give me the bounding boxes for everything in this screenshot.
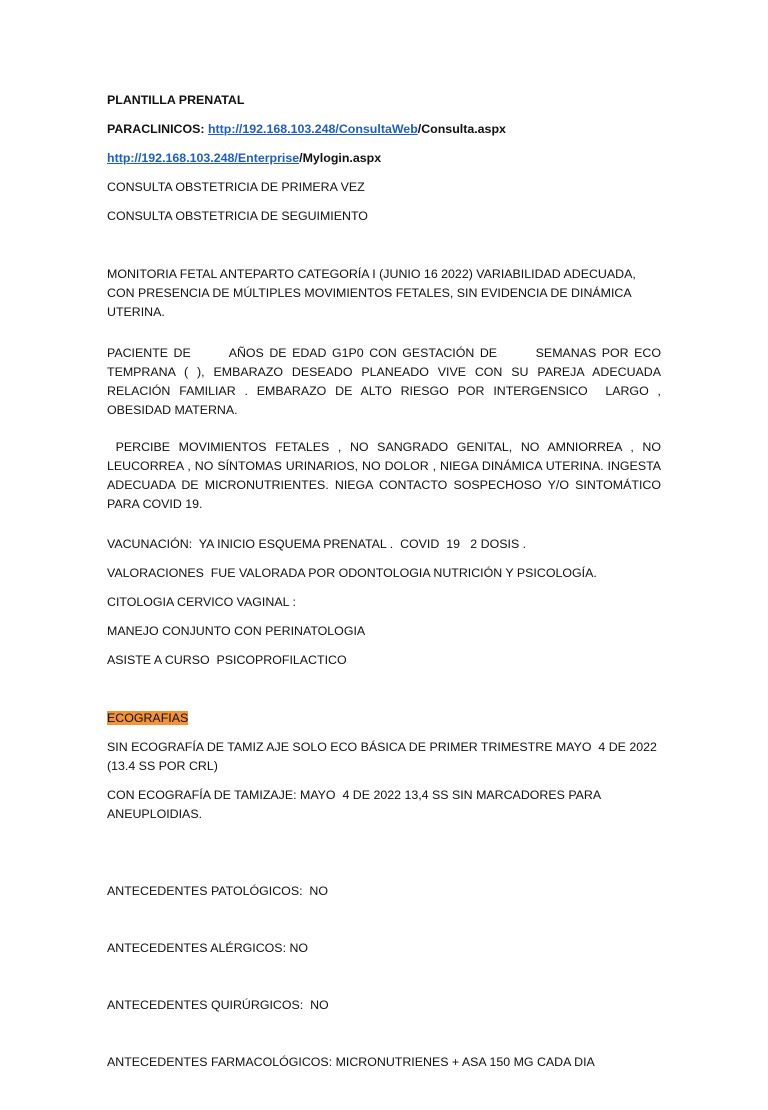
paraclinicos-line — [107, 120, 661, 139]
ecografias-heading: ECOGRAFIAS — [107, 711, 189, 725]
antecedentes-patologicos: ANTECEDENTES PATOLÓGICOS: NO — [107, 884, 329, 898]
manejo-line: MANEJO CONJUNTO CON PERINATOLOGIA — [107, 624, 366, 638]
eco-basica-paragraph: SIN ECOGRAFÍA DE TAMIZ AJE SOLO ECO BÁSICA DE PRIMER TRIMESTRE MAYO 4 DE 2022 (13.4 SS POR CRL) — [107, 740, 661, 773]
percibe-paragraph: PERCIBE MOVIMIENTOS FETALES , NO SANGRADO GENITAL, NO AMNIORREA , NO LEUCORREA , NO SÍNTOMAS URINARIOS, NO DOLOR , NIEGA DINÁMICA UTERINA. INGESTA ADECUADA DE MICRONUTRIENTES. NIEGA CONTACTO SOSPECHOSO Y/O SINTOMÁTICO PARA COVID 19. — [107, 440, 665, 511]
consulta-aspx-text: /Consulta.aspx — [417, 122, 506, 136]
citologia-line: CITOLOGIA CERVICO VAGINAL : — [107, 595, 296, 609]
enterprise-line — [107, 149, 661, 168]
eco-tamizaje-line: CON ECOGRAFÍA DE TAMIZAJE: MAYO 4 DE 2022 13,4 SS SIN MARCADORES PARA ANEUPLOIDIAS. — [107, 788, 604, 821]
consultaweb-link[interactable]: http://192.168.103.248/ConsultaWeb — [207, 122, 418, 136]
antecedentes-quirurgicos: ANTECEDENTES QUIRÚRGICOS: NO — [107, 998, 329, 1012]
mylogin-aspx-text: /Mylogin.aspx — [299, 151, 382, 165]
antecedentes-list — [107, 844, 661, 1110]
curso-line: ASISTE A CURSO PSICOPROFILACTICO — [107, 653, 347, 667]
antecedentes-alergicos: ANTECEDENTES ALÉRGICOS: NO — [107, 941, 309, 955]
enterprise-link[interactable]: http://192.168.103.248/Enterprise — [107, 151, 300, 165]
antecedentes-farmacologicos: ANTECEDENTES FARMACOLÓGICOS: MICRONUTRIENES + ASA 150 MG CADA DIA — [107, 1055, 595, 1069]
valoraciones-line: VALORACIONES FUE VALORADA POR ODONTOLOGIA NUTRICIÓN Y PSICOLOGÍA. — [107, 566, 597, 580]
monitoria-paragraph: MONITORIA FETAL ANTEPARTO CATEGORÍA I (JUNIO 16 2022) VARIABILIDAD ADECUADA, CON PRESENCIA DE MÚLTIPLES MOVIMIENTOS FETALES, SIN EVIDENCIA DE DINÁMICA UTERINA. — [107, 267, 640, 319]
consulta-seguimiento: CONSULTA OBSTETRICIA DE SEGUIMIENTO — [107, 209, 368, 223]
paciente-paragraph: PACIENTE DE AÑOS DE EDAD G1P0 CON GESTACIÓN DE SEMANAS POR ECO TEMPRANA ( ), EMBARAZO DESEADO PLANEADO VIVE CON SU PAREJA ADECUADA RELACIÓN FAMILIAR . EMBARAZO DE ALTO RIESGO POR INTERGENSICO LARGO , OBESIDAD MATERNA. — [107, 346, 665, 417]
ecografias-heading-line — [107, 709, 661, 728]
paraclinicos-label: PARACLINICOS: — [107, 122, 208, 136]
document-title: PLANTILLA PRENATAL — [107, 93, 245, 107]
vacunacion-line: VACUNACIÓN: YA INICIO ESQUEMA PRENATAL . COVID 19 2 DOSIS . — [107, 537, 527, 551]
consulta-primera-vez: CONSULTA OBSTETRICIA DE PRIMERA VEZ — [107, 180, 365, 194]
